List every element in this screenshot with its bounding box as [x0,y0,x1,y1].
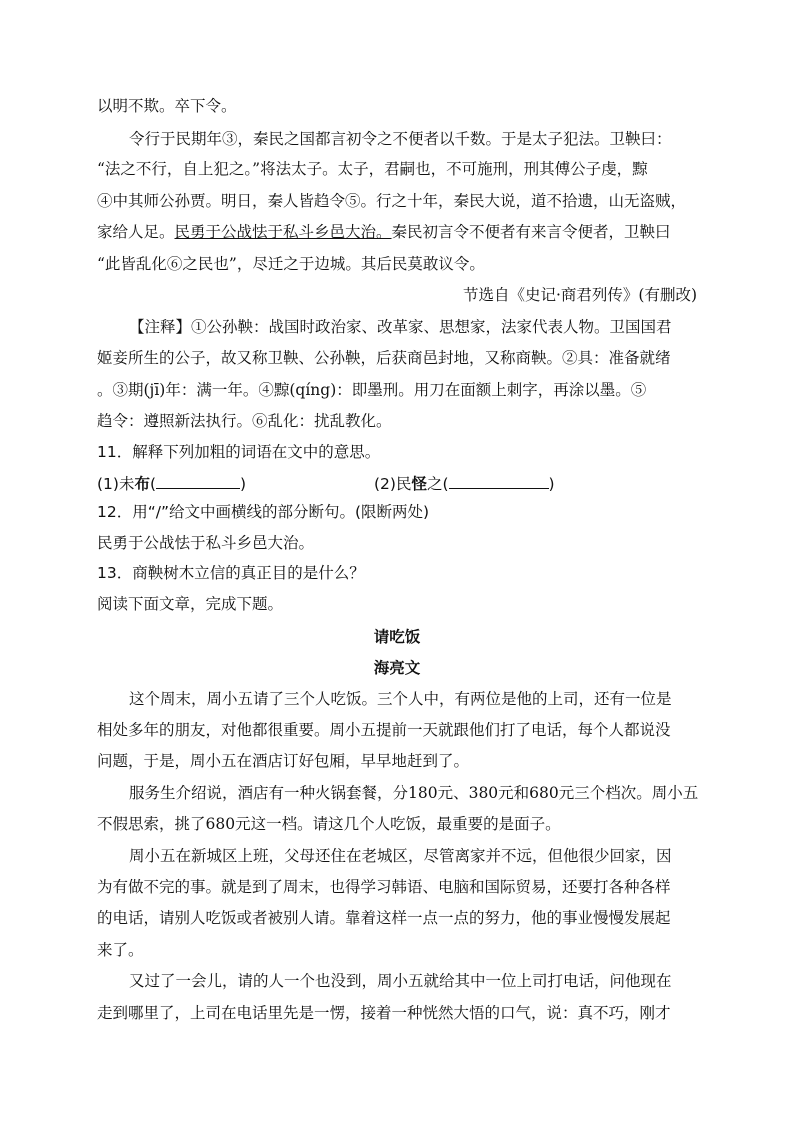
story-line-7: 为有做不完的事。就是到了周末，也得学习韩语、电脑和国际贸易，还要打各种各样 [97,878,671,896]
story-line-11: 走到哪里了，上司在电话里先是一愣，接着一种恍然大悟的口气，说：真不巧，刚才 [97,1004,671,1022]
passage-line-6: “此皆乱化⑥之民也”，尽迁之于边城。其后民莫敢议令。 [97,255,485,273]
story-line-8: 的电话，请别人吃饭或者被别人请。靠着这样一点一点的努力，他的事业慢慢发展起 [97,909,671,927]
story-line-5: 不假思索，挑了680元这一档。请这几个人吃饭，最重要的是面子。 [97,815,561,833]
notes-line-1: 【注释】①公孙鞅：战国时政治家、改革家、思想家，法家代表人物。卫国国君 [129,318,672,336]
question-13: 13．商鞅树木立信的真正目的是什么？ [97,564,365,582]
question-12: 12．用“/”给文中画横线的部分断句。(限断两处) [97,503,430,521]
notes-line-3: 。③期(jī)年：满一年。④黥(qíng)：即墨刑。用刀在面额上刺字，再涂以墨。⑤ [97,381,647,399]
passage-line-2: 令行于民期年③，秦民之国都言初令之不便者以千数。于是太子犯法。卫鞅曰： [129,130,672,148]
passage-line-3: “法之不行，自上犯之。”将法太子。太子，君嗣也，不可施刑，刑其傅公子虔，黥 [97,160,648,178]
passage-line-1: 以明不欺。卒下令。 [97,97,237,115]
source-citation: 节选自《史记·商君列传》(有删改) [462,286,697,304]
reading-instruction: 阅读下面文章，完成下题。 [97,595,284,613]
answer-blank-2[interactable] [449,472,549,489]
passage-line-4: ④中其师公孙贾。明日，秦人皆趋令⑤。行之十年，秦民大说，道不拾遗，山无盗贼， [97,192,687,210]
question-11-items [97,472,697,494]
story-line-3: 问题，于是，周小五在酒店订好包厢，早早地赶到了。 [97,752,470,770]
q11-item-2: (2)民怪之( ) [374,475,555,493]
story-line-9: 来了。 [97,941,144,959]
passage-line-5-pre: 家给人足。 [97,223,175,241]
underlined-sentence: 民勇于公战怯于私斗乡邑大治。 [174,223,392,241]
story-line-1: 这个周末，周小五请了三个人吃饭。三个人中，有两位是他的上司，还有一位是 [129,690,672,708]
question-11: 11．解释下列加粗的词语在文中的意思。 [97,443,381,461]
passage-line-5 [97,222,697,242]
story-line-4: 服务生介绍说，酒店有一种火锅套餐，分180元、380元和680元三个档次。周小五 [129,784,699,802]
story-author: 海亮文 [373,658,421,677]
story-title: 请吃饭 [373,627,421,646]
notes-line-4: 趋令：遵照新法执行。⑥乱化：扰乱教化。 [97,412,392,430]
answer-blank-1[interactable] [156,472,240,489]
story-line-6: 周小五在新城区上班，父母还住在老城区，尽管离家并不远，但他很少回家，因 [129,847,672,865]
question-12-sentence: 民勇于公战怯于私斗乡邑大治。 [97,534,315,552]
notes-line-2: 姬妾所生的公子，故又称卫鞅、公孙鞅，后获商邑封地，又称商鞅。②具：准备就绪 [97,349,671,367]
q11-item-1: (1)未布( ) [97,475,246,493]
story-line-10: 又过了一会儿，请的人一个也没到，周小五就给其中一位上司打电话，问他现在 [129,972,672,990]
story-line-2: 相处多年的朋友，对他都很重要。周小五提前一天就跟他们打了电话，每个人都说没 [97,721,671,739]
passage-line-5-post: 秦民初言令不便者有来言令便者，卫鞅曰 [391,223,671,241]
